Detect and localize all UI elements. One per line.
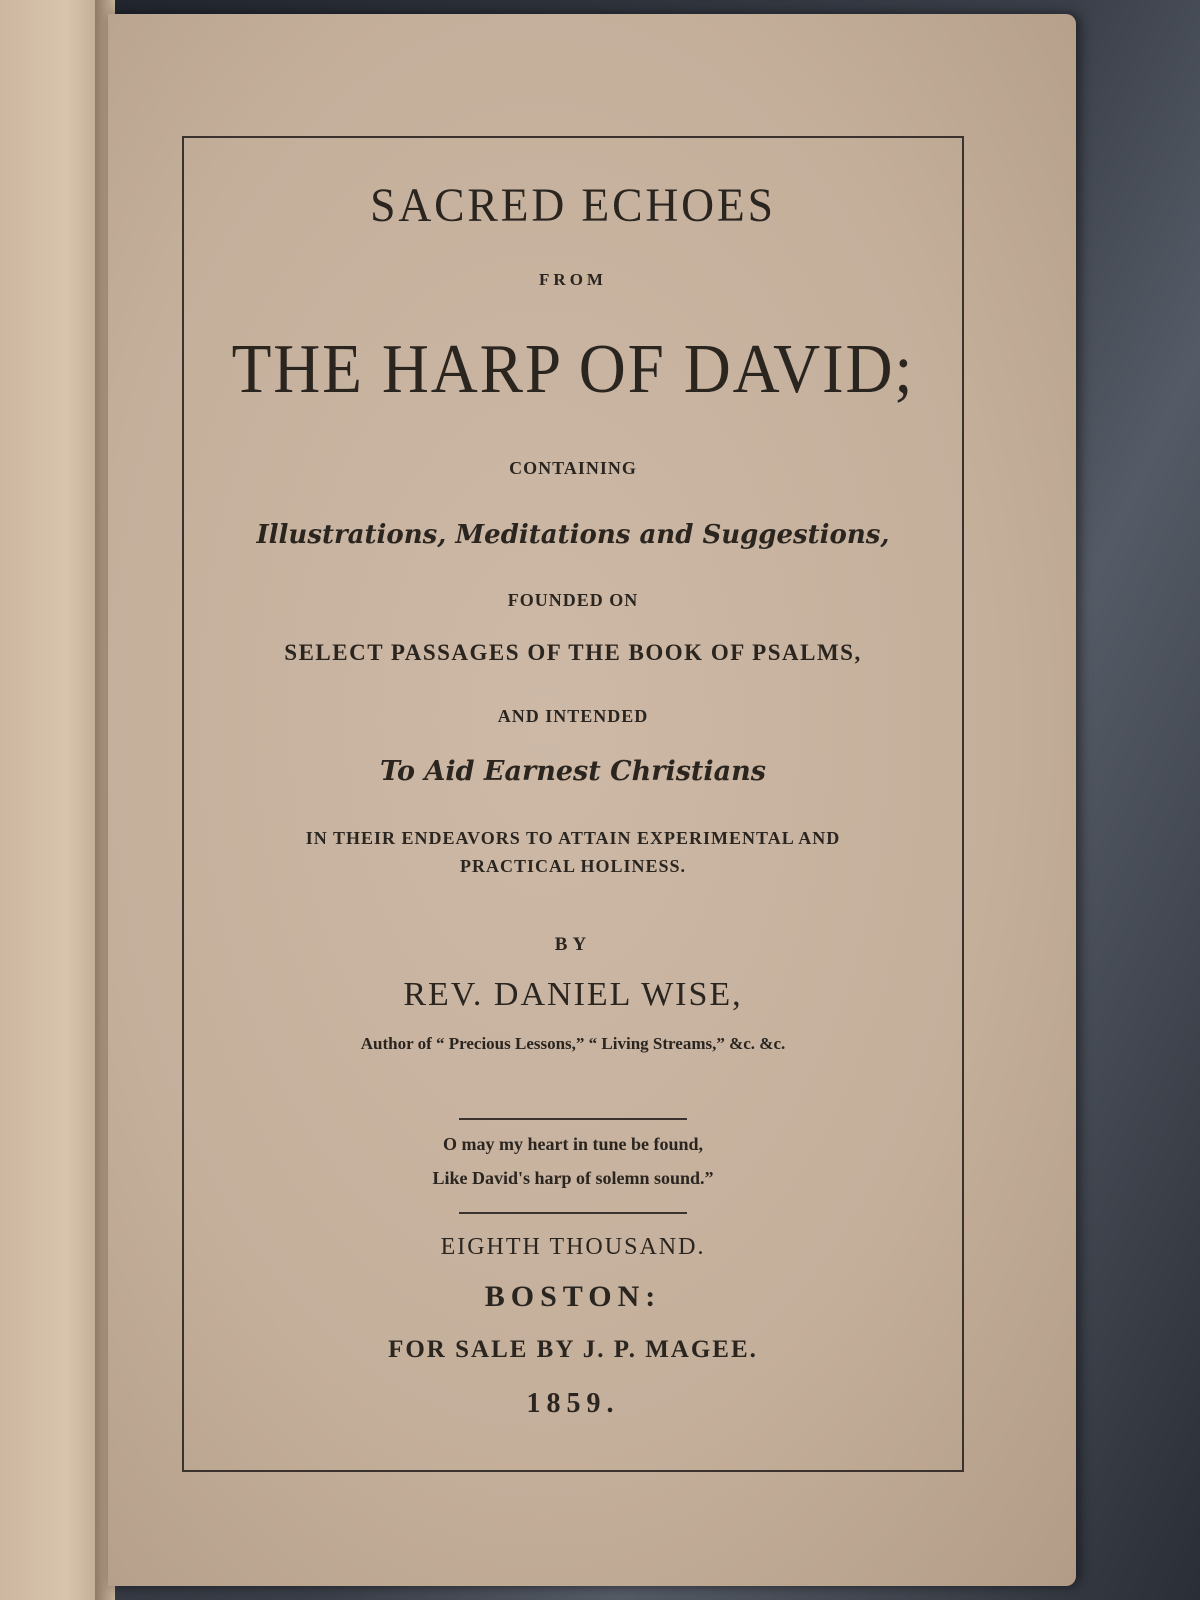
divider-rule-bottom: [459, 1212, 687, 1214]
title-line-1: SACRED ECHOES: [370, 179, 776, 232]
title-page-content: [184, 138, 962, 1470]
title-page: [108, 14, 1076, 1586]
verse-line-2: Like David's harp of solemn sound.”: [432, 1168, 714, 1188]
verse-line-1: O may my heart in tune be found,: [442, 1134, 703, 1154]
publication-year: 1859.: [526, 1388, 620, 1419]
author-of-text: Author of “ Precious Lessons,” “ Living Streams,” &c. &c.: [360, 1034, 786, 1053]
illustrations-text: Illustrations, Meditations and Suggestions,: [256, 520, 890, 550]
divider-rule-top: [459, 1118, 687, 1120]
and-intended-text: AND INTENDED: [497, 706, 649, 726]
page-border-frame: [182, 136, 964, 1472]
select-passages-text: SELECT PASSAGES OF THE BOOK OF PSALMS,: [284, 640, 862, 665]
edition-text: EIGHTH THOUSAND.: [440, 1234, 706, 1260]
title-line-2: THE HARP OF DAVID;: [231, 331, 915, 408]
founded-on-text: FOUNDED ON: [507, 590, 639, 610]
publisher-text: FOR SALE BY J. P. MAGEE.: [388, 1336, 758, 1363]
containing-text: CONTAINING: [509, 458, 637, 478]
from-text: FROM: [539, 270, 607, 289]
to-aid-text: To Aid Earnest Christians: [380, 756, 766, 787]
author-name: REV. DANIEL WISE,: [403, 976, 743, 1013]
endeavors-line-1: IN THEIR ENDEAVORS TO ATTAIN EXPERIMENTAL AND: [305, 828, 841, 848]
endeavors-line-2: PRACTICAL HOLINESS.: [459, 856, 687, 876]
by-text: BY: [554, 934, 592, 955]
publisher-city: BOSTON:: [484, 1280, 662, 1313]
